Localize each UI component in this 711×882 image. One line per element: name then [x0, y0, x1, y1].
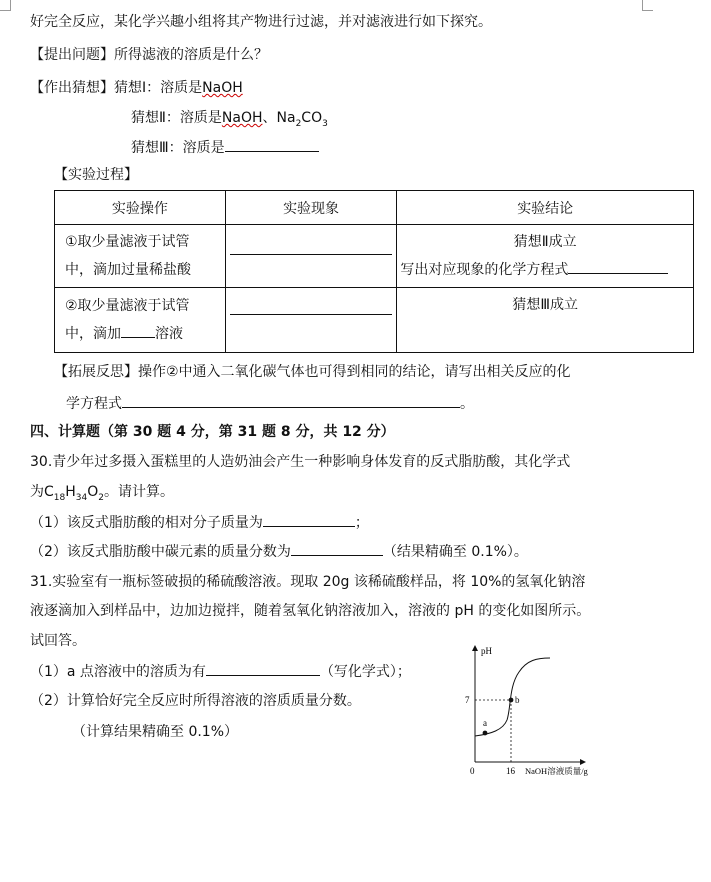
crop-mark-left	[0, 0, 11, 11]
header-conclusion: 实验结论	[397, 191, 694, 225]
q30-line1: 30.青少年过多摄入蛋糕里的人造奶油会产生一种影响身体发育的反式脂肪酸，其化学式	[30, 454, 571, 470]
intro-line: 好完全反应，某化学兴趣小组将其产物进行过滤，并对滤液进行如下探究。	[30, 14, 492, 30]
q30-part1-blank[interactable]	[263, 512, 355, 527]
x-tick-0: 0	[470, 766, 475, 776]
point-b-label: b	[515, 695, 520, 705]
reflection-tag: 【拓展反思】	[54, 364, 138, 380]
q31-part1: （1）a 点溶液中的溶质为有 （写化学式）；	[30, 661, 411, 682]
row1-phenomenon	[225, 225, 397, 288]
row1-phenomenon-blank[interactable]	[230, 238, 393, 255]
q31-part1-blank[interactable]	[206, 661, 320, 676]
header-operation: 实验操作	[55, 191, 226, 225]
hypothesis-2	[131, 108, 328, 128]
question-line	[30, 45, 268, 65]
q30-part1: （1）该反式脂肪酸的相对分子质量为 ；	[30, 512, 369, 533]
row2-reagent-blank[interactable]	[121, 323, 155, 338]
row1-equation-blank[interactable]	[568, 259, 668, 274]
q30-part2: （2）该反式脂肪酸中碳元素的质量分数为 （结果精确至 0.1%）。	[30, 541, 528, 562]
table-header-row	[55, 191, 694, 225]
h2-value-b: $Na_2CO_3$	[276, 110, 328, 129]
table-row	[55, 225, 694, 288]
q31-line1: 31.实验室有一瓶标签破损的稀硫酸溶液。现取 20g 该稀硫酸样品，将 10%的氢氧化钠溶	[30, 574, 586, 590]
point-a-label: a	[483, 718, 487, 728]
row2-phenomenon	[225, 288, 397, 353]
q30-formula: $C_{18}H_{34}O_2$	[44, 484, 104, 503]
row2-conclusion: 猜想Ⅲ成立	[397, 288, 694, 353]
crop-mark-right	[642, 0, 653, 11]
h2-label: 猜想Ⅱ：溶质是	[131, 110, 222, 126]
table-row	[55, 288, 694, 353]
q30-part2-blank[interactable]	[291, 541, 383, 556]
hypothesis-tag: 【作出猜想】	[30, 80, 114, 96]
x-tick-16: 16	[506, 766, 515, 776]
h2-sep: 、	[262, 110, 277, 126]
question-text: 所得滤液的溶质是什么？	[114, 47, 268, 63]
ph-curve-graph	[455, 640, 625, 780]
section-4-heading: 四、计算题（第 30 题 4 分，第 31 题 8 分，共 12 分）	[30, 424, 395, 440]
h1-value: NaOH	[202, 80, 243, 96]
q31-line2: 液逐滴加入到样品中，边加边搅拌，随着氢氧化钠溶液加入，溶液的 pH 的变化如图所示。	[30, 603, 591, 619]
row1-conclusion: 猜想Ⅱ成立 写出对应现象的化学方程式	[397, 225, 694, 288]
q31-line3: 试回答。	[30, 633, 86, 649]
y-tick-7: 7	[465, 695, 470, 705]
x-axis-label: NaOH溶液质量/g	[525, 766, 588, 776]
hypothesis-1	[30, 78, 243, 98]
h1-label: 猜想Ⅰ：溶质是	[114, 80, 203, 96]
question-tag: 【提出问题】	[30, 47, 114, 63]
reflection-line2: 学方程式 。	[66, 393, 474, 414]
point-a	[483, 731, 488, 736]
reflection-equation-blank[interactable]	[122, 393, 460, 408]
q31-part2: （2）计算恰好完全反应时所得溶液的溶质质量分数。	[30, 693, 361, 709]
row2-phenomenon-blank[interactable]	[230, 298, 393, 315]
hypothesis-3	[131, 137, 319, 158]
q31-part2-note: （计算结果精确至 0.1%）	[72, 724, 239, 740]
y-axis-label: pH	[481, 646, 492, 656]
point-b	[509, 698, 514, 703]
row2-operation: ②取少量滤液于试管 中，滴加 溶液	[55, 288, 226, 353]
experiment-table	[54, 190, 694, 353]
h3-answer-blank[interactable]	[225, 137, 319, 152]
process-tag: 【实验过程】	[54, 167, 138, 183]
q30-formula-line: 为$C_{18}H_{34}O_2$。请计算。	[30, 484, 174, 503]
header-phenomenon: 实验现象	[225, 191, 397, 225]
h2-value-a: NaOH	[221, 110, 263, 126]
h3-label: 猜想Ⅲ：溶质是	[131, 140, 225, 156]
row1-operation: ①取少量滤液于试管 中，滴加过量稀盐酸	[55, 225, 226, 288]
reflection-line1: 【拓展反思】操作②中通入二氧化碳气体也可得到相同的结论，请写出相关反应的化	[54, 364, 571, 380]
